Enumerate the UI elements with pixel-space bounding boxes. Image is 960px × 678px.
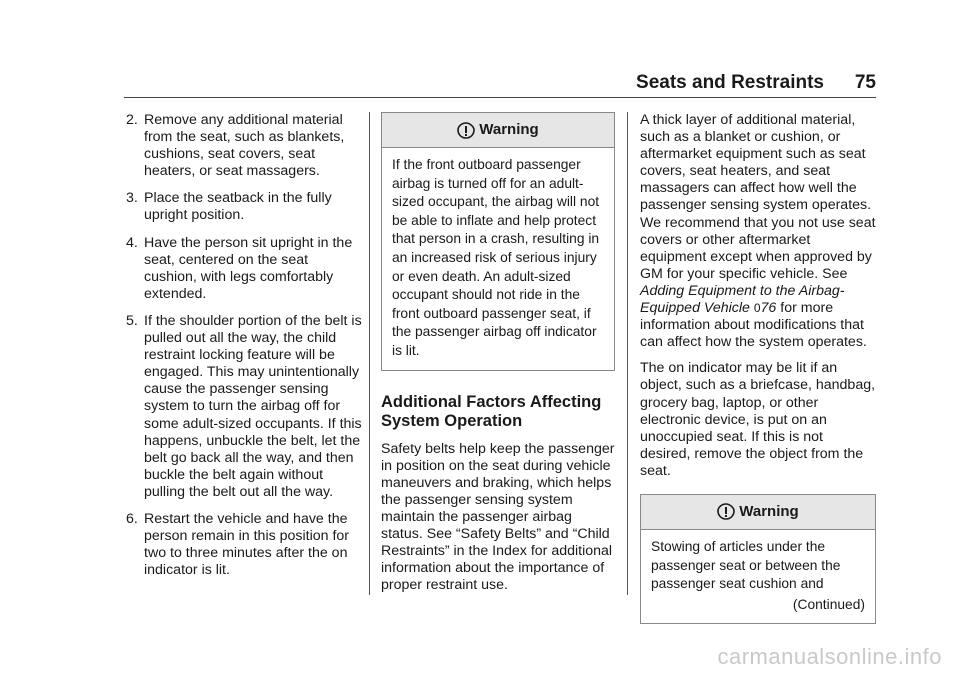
step-number: 2. bbox=[126, 112, 138, 128]
page-number: 75 bbox=[854, 72, 876, 93]
step-text: Restart the vehicle and have the person remain in this position for two to three minutes after the on indicator is lit. bbox=[144, 510, 350, 579]
column-1 bbox=[124, 112, 362, 589]
step-text: If the shoulder portion of the belt is pulled out all the way, the child restraint locking feature will be engaged. This may unintentionally cause the passenger sensing system to turn the airbag off for some adult-sized occupants. If this happens, unbuckle the belt, let the belt go back all the way, and then buckle the belt again without pulling the belt out all the way. bbox=[144, 312, 362, 500]
header-rule bbox=[124, 97, 876, 98]
section-title: Seats and Restraints bbox=[636, 72, 824, 93]
warning-box bbox=[640, 494, 876, 624]
body-paragraph: The on indicator may be lit if an object, such as a briefcase, handbag, grocery bag, laptop, or other electronic device, is put on an unoccupied seat. If this is not desired, remove the object from the seat. bbox=[640, 360, 876, 479]
warning-title: Warning bbox=[479, 121, 539, 139]
section-heading: Additional Factors Affecting System Operation bbox=[381, 392, 602, 430]
step-item bbox=[124, 235, 362, 303]
page-ref-number[interactable]: 76 bbox=[760, 300, 777, 317]
warning-icon bbox=[717, 503, 735, 520]
step-text: Have the person sit upright in the seat, centered on the seat cushion, with legs comfortably extended. bbox=[144, 234, 353, 302]
column-divider-1 bbox=[369, 112, 370, 595]
page-ref-symbol: 0 bbox=[753, 301, 761, 316]
step-item bbox=[124, 112, 362, 180]
step-number: 6. bbox=[126, 510, 138, 527]
warning-box-body bbox=[641, 530, 875, 623]
cross-reference-link[interactable]: Adding Equipment to the Airbag-Equipped Vehicle bbox=[640, 282, 845, 317]
procedure-steps bbox=[124, 112, 362, 579]
paragraph-text: for more information about modifications that can affect how the system operates. bbox=[640, 300, 867, 351]
column-2 bbox=[381, 112, 615, 603]
warning-title: Warning bbox=[739, 503, 799, 521]
warning-box bbox=[381, 112, 615, 371]
watermark: carmanualsonline.info bbox=[717, 644, 942, 669]
step-number: 3. bbox=[126, 190, 138, 207]
body-paragraph: Safety belts help keep the passenger in position on the seat during vehicle maneuvers and braking, which helps the passenger sensing system maintain the passenger airbag status. See “Safety Belts” and “Child Restraints” in the Index for additional information about the importance of proper restraint use. bbox=[381, 440, 615, 594]
step-item bbox=[124, 313, 362, 501]
warning-header bbox=[641, 495, 875, 530]
page-header bbox=[124, 72, 876, 98]
column-divider-2 bbox=[627, 112, 628, 595]
warning-text: If the front outboard passenger airbag is turned off for an adult-sized occupant, the airbag will not be able to inflate and help protect that person in a crash, resulting in an increased risk of serious injury or even death. An adult-sized occupant should not ride in the front outboard passenger seat, if the passenger airbag off indicator is lit. bbox=[392, 157, 600, 358]
step-number: 4. bbox=[126, 234, 138, 251]
warning-icon bbox=[457, 122, 475, 139]
step-text: Place the seatback in the fully upright position. bbox=[144, 190, 332, 224]
body-paragraph bbox=[640, 112, 876, 351]
paragraph-text: A thick layer of additional material, such as a blanket or cushion, or aftermarket equipment such as seat covers, seat heaters, and seat massagers can affect how well the passenger sensing system operates. We recommend that you not use seat covers or other aftermarket equipment except when approved by GM for your specific vehicle. See bbox=[640, 112, 876, 282]
step-number: 5. bbox=[126, 312, 138, 329]
step-item bbox=[124, 190, 362, 224]
warning-header bbox=[382, 113, 614, 148]
warning-text: Stowing of articles under the passenger seat or between the passenger seat cushion and bbox=[651, 538, 841, 592]
continued-label: (Continued) bbox=[792, 596, 865, 612]
step-text: Remove any additional material from the seat, such as blankets, cushions, seat covers, seat heaters, or seat massagers. bbox=[144, 112, 345, 180]
column-3 bbox=[640, 112, 876, 624]
step-item bbox=[124, 511, 362, 579]
